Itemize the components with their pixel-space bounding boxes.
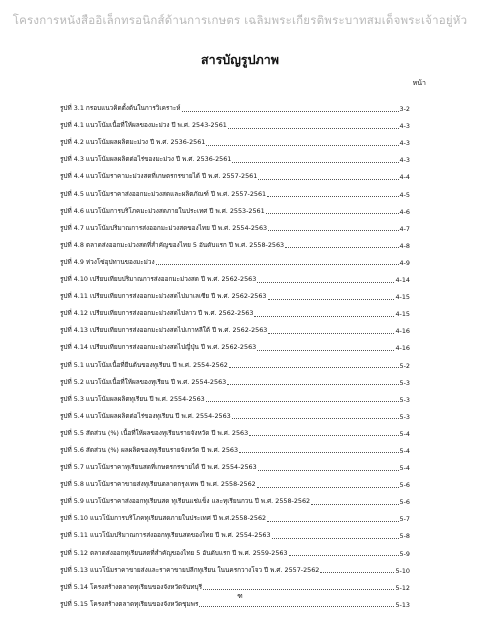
- dot-leader: [257, 350, 394, 351]
- dot-leader: [289, 555, 399, 556]
- toc-entry[interactable]: [60, 370, 410, 387]
- dot-leader: [257, 487, 399, 488]
- toc-entry-label: รูปที่ 5.15 โครงสร้างตลาดทุเรียนของจังหวัดชุมพร: [60, 599, 199, 608]
- toc-entry-label: รูปที่ 5.9 แนวโน้มราคาส่งออกทุเรียนสด ทุเรียนแช่แข็ง และทุเรียนกวน ปี พ.ศ. 2558-2562: [60, 497, 311, 506]
- toc-entry-label: รูปที่ 4.10 เปรียบเทียบปริมาณการส่งออกมะม่วงสด ปี พ.ศ. 2562-2563: [60, 275, 257, 284]
- dot-leader: [249, 435, 398, 436]
- toc-entry-page: 4-7: [399, 224, 410, 233]
- dot-leader: [229, 367, 399, 368]
- toc-entry-label: รูปที่ 5.1 แนวโน้มเนื้อที่ยืนต้นของทุเรียน ปี พ.ศ. 2554-2562: [60, 360, 228, 369]
- toc-entry-label: รูปที่ 4.4 แนวโน้มราคามะม่วงสดที่เกษตรกรขายได้ ปี พ.ศ. 2557-2561: [60, 172, 258, 181]
- toc-entry-page: 5-3: [399, 378, 410, 387]
- toc-entry-label: รูปที่ 5.8 แนวโน้มราคาขายส่งทุเรียนตลาดกรุงเทพ ปี พ.ศ. 2558-2562: [60, 480, 256, 489]
- dot-leader: [285, 247, 398, 248]
- dot-leader: [268, 333, 394, 334]
- toc-entry[interactable]: [60, 438, 410, 455]
- toc-entry[interactable]: [60, 250, 410, 267]
- dot-leader: [206, 401, 399, 402]
- toc-entry-page: 3-2: [399, 105, 410, 114]
- toc-entry-page: 4-14: [395, 276, 410, 285]
- toc-entry-page: 5-4: [399, 464, 410, 473]
- toc-entry-page: 5-9: [399, 549, 410, 558]
- toc-entry[interactable]: [60, 130, 410, 147]
- table-of-figures: [60, 96, 410, 609]
- toc-entry[interactable]: [60, 267, 410, 284]
- dot-leader: [257, 282, 394, 283]
- toc-entry-page: 5-12: [395, 583, 410, 592]
- page-column-label: หน้า: [412, 79, 426, 87]
- toc-entry-page: 5-2: [399, 361, 410, 370]
- toc-entry[interactable]: [60, 506, 410, 523]
- toc-entry-page: 4-8: [399, 241, 410, 250]
- toc-entry[interactable]: [60, 147, 410, 164]
- running-header: โครงการหนังสืออิเล็กทรอนิกส์ด้านการเกษตร เฉลิมพระเกียรติพระบาทสมเด็จพระเจ้าอยู่หัว: [12, 13, 468, 27]
- toc-entry[interactable]: [60, 575, 410, 592]
- page-number: ฑ: [237, 592, 243, 600]
- toc-entry-label: รูปที่ 4.7 แนวโน้มปริมาณการส่งออกมะม่วงสดของไทย ปี พ.ศ. 2554-2563: [60, 223, 268, 232]
- toc-entry-page: 4-3: [399, 156, 410, 165]
- toc-entry-label: รูปที่ 5.7 แนวโน้มราคาทุเรียนสดที่เกษตรกรขายได้ ปี พ.ศ. 2554-2563: [60, 463, 257, 472]
- toc-entry-page: 5-8: [399, 532, 410, 541]
- toc-entry[interactable]: [60, 540, 410, 557]
- toc-entry-label: รูปที่ 4.3 แนวโน้มผลผลิตต่อไร่ของมะม่วง ปี พ.ศ. 2536-2561: [60, 155, 232, 164]
- toc-entry[interactable]: [60, 216, 410, 233]
- toc-entry-page: 4-15: [395, 310, 410, 319]
- toc-entry-label: รูปที่ 5.2 แนวโน้มเนื้อที่ให้ผลของทุเรียน ปี พ.ศ. 2554-2563: [60, 377, 227, 386]
- toc-entry-label: รูปที่ 5.12 ตลาดส่งออกทุเรียนสดที่สำคัญของไทย 5 อันดับแรก ปี พ.ศ. 2559-2563: [60, 548, 288, 557]
- toc-entry-page: 4-16: [395, 327, 410, 336]
- dot-leader: [272, 538, 399, 539]
- toc-entry-label: รูปที่ 4.13 เปรียบเทียบการส่งออกมะม่วงสดไปเกาหลีใต้ ปี พ.ศ. 2562-2563: [60, 326, 268, 335]
- toc-entry[interactable]: [60, 352, 410, 369]
- toc-entry-page: 5-3: [399, 395, 410, 404]
- toc-entry-page: 5-6: [399, 498, 410, 507]
- toc-entry-label: รูปที่ 4.14 เปรียบเทียบการส่งออกมะม่วงสดไปญี่ปุ่น ปี พ.ศ. 2562-2563: [60, 343, 257, 352]
- dot-leader: [311, 504, 398, 505]
- toc-entry[interactable]: [60, 455, 410, 472]
- dot-leader: [228, 128, 399, 129]
- toc-entry-page: 4-3: [399, 139, 410, 148]
- toc-entry-label: รูปที่ 5.4 แนวโน้มผลผลิตต่อไร่ของทุเรียน ปี พ.ศ. 2554-2563: [60, 411, 231, 420]
- toc-entry-label: รูปที่ 4.1 แนวโน้มเนื้อที่ให้ผลของมะม่วง ปี พ.ศ. 2543-2561: [60, 121, 227, 130]
- toc-entry-label: รูปที่ 4.9 ห่วงโซ่อุปทานของมะม่วง: [60, 257, 155, 266]
- toc-entry-label: รูปที่ 4.5 แนวโน้มราคาส่งออกมะม่วงสดและผลิตภัณฑ์ ปี พ.ศ. 2557-2561: [60, 189, 267, 198]
- toc-entry-label: รูปที่ 3.1 กรอบแนวคิดตั้งต้นในการวิเคราะห์: [60, 104, 181, 113]
- toc-entry[interactable]: [60, 387, 410, 404]
- toc-entry-page: 4-16: [395, 344, 410, 353]
- toc-entry[interactable]: [60, 164, 410, 181]
- toc-entry[interactable]: [60, 472, 410, 489]
- toc-entry-label: รูปที่ 4.11 เปรียบเทียบการส่งออกมะม่วงสดไปมาเลเซีย ปี พ.ศ. 2562-2563: [60, 292, 267, 301]
- toc-entry-label: รูปที่ 4.8 ตลาดส่งออกมะม่วงสดที่สำคัญของไทย 5 อันดับแรก ปี พ.ศ. 2558-2563: [60, 240, 285, 249]
- toc-entry[interactable]: [60, 113, 410, 130]
- toc-entry-page: 4-15: [395, 293, 410, 302]
- toc-entry-page: 5-6: [399, 481, 410, 490]
- toc-entry[interactable]: [60, 421, 410, 438]
- dot-leader: [206, 145, 398, 146]
- toc-entry[interactable]: [60, 301, 410, 318]
- toc-entry-label: รูปที่ 5.3 แนวโน้มผลผลิตทุเรียน ปี พ.ศ. 2554-2563: [60, 394, 205, 403]
- dot-leader: [232, 162, 398, 163]
- dot-leader: [227, 384, 398, 385]
- toc-entry-label: รูปที่ 5.6 สัดส่วน (%) ผลผลิตของทุเรียนรายจังหวัด ปี พ.ศ. 2563: [60, 445, 239, 454]
- toc-entry-page: 5-4: [399, 429, 410, 438]
- toc-entry-page: 4-3: [399, 122, 410, 131]
- toc-entry[interactable]: [60, 523, 410, 540]
- dot-leader: [267, 521, 398, 522]
- dot-leader: [268, 230, 398, 231]
- dot-leader: [320, 572, 394, 573]
- toc-entry-page: 5-10: [395, 566, 410, 575]
- toc-entry-label: รูปที่ 5.10 แนวโน้มการบริโภคทุเรียนสดภายในประเทศ ปี พ.ศ.2558-2562: [60, 514, 267, 523]
- dot-leader: [258, 470, 399, 471]
- toc-entry-page: 4-6: [399, 207, 410, 216]
- dot-leader: [199, 606, 394, 607]
- toc-entry[interactable]: [60, 199, 410, 216]
- toc-entry-page: 4-5: [399, 190, 410, 199]
- dot-leader: [266, 213, 399, 214]
- dot-leader: [239, 452, 399, 453]
- toc-entry-label: รูปที่ 5.13 แนวโน้มราคาขายส่งและราคาขายปลีกทุเรียน ในนครกวางโจว ปี พ.ศ. 2557-2562: [60, 565, 320, 574]
- dot-leader: [254, 316, 394, 317]
- toc-entry-page: 5-4: [399, 446, 410, 455]
- toc-entry[interactable]: [60, 489, 410, 506]
- dot-leader: [182, 111, 399, 112]
- toc-entry[interactable]: [60, 558, 410, 575]
- toc-entry[interactable]: [60, 233, 410, 250]
- toc-entry-page: 5-7: [399, 515, 410, 524]
- toc-entry-label: รูปที่ 4.6 แนวโน้มการบริโภคมะม่วงสดภายในประเทศ ปี พ.ศ. 2553-2561: [60, 206, 265, 215]
- toc-entry-label: รูปที่ 5.14 โครงสร้างตลาดทุเรียนของจังหวัดจันทบุรี: [60, 582, 203, 591]
- dot-leader: [258, 179, 398, 180]
- toc-entry-label: รูปที่ 4.2 แนวโน้มผลผลิตมะม่วง ปี พ.ศ. 2536-2561: [60, 138, 206, 147]
- toc-entry-page: 4-4: [399, 173, 410, 182]
- toc-entry[interactable]: [60, 318, 410, 335]
- dot-leader: [268, 299, 395, 300]
- toc-entry[interactable]: [60, 181, 410, 198]
- toc-entry-label: รูปที่ 5.11 แนวโน้มปริมาณการส่งออกทุเรียนสดของไทย ปี พ.ศ. 2554-2563: [60, 531, 271, 540]
- toc-entry-label: รูปที่ 5.5 สัดส่วน (%) เนื้อที่ให้ผลของทุเรียนรายจังหวัด ปี พ.ศ. 2563: [60, 428, 249, 437]
- toc-entry-page: 5-3: [399, 412, 410, 421]
- toc-entry[interactable]: [60, 404, 410, 421]
- dot-leader: [267, 196, 398, 197]
- dot-leader: [156, 264, 399, 265]
- page-title: สารบัญรูปภาพ: [200, 52, 280, 67]
- toc-entry[interactable]: [60, 284, 410, 301]
- toc-entry-page: 5-13: [395, 600, 410, 609]
- toc-entry-page: 4-9: [399, 258, 410, 267]
- toc-entry-label: รูปที่ 4.12 เปรียบเทียบการส่งออกมะม่วงสดไปลาว ปี พ.ศ. 2562-2563: [60, 309, 254, 318]
- toc-entry[interactable]: [60, 96, 410, 113]
- toc-entry[interactable]: [60, 335, 410, 352]
- dot-leader: [232, 418, 399, 419]
